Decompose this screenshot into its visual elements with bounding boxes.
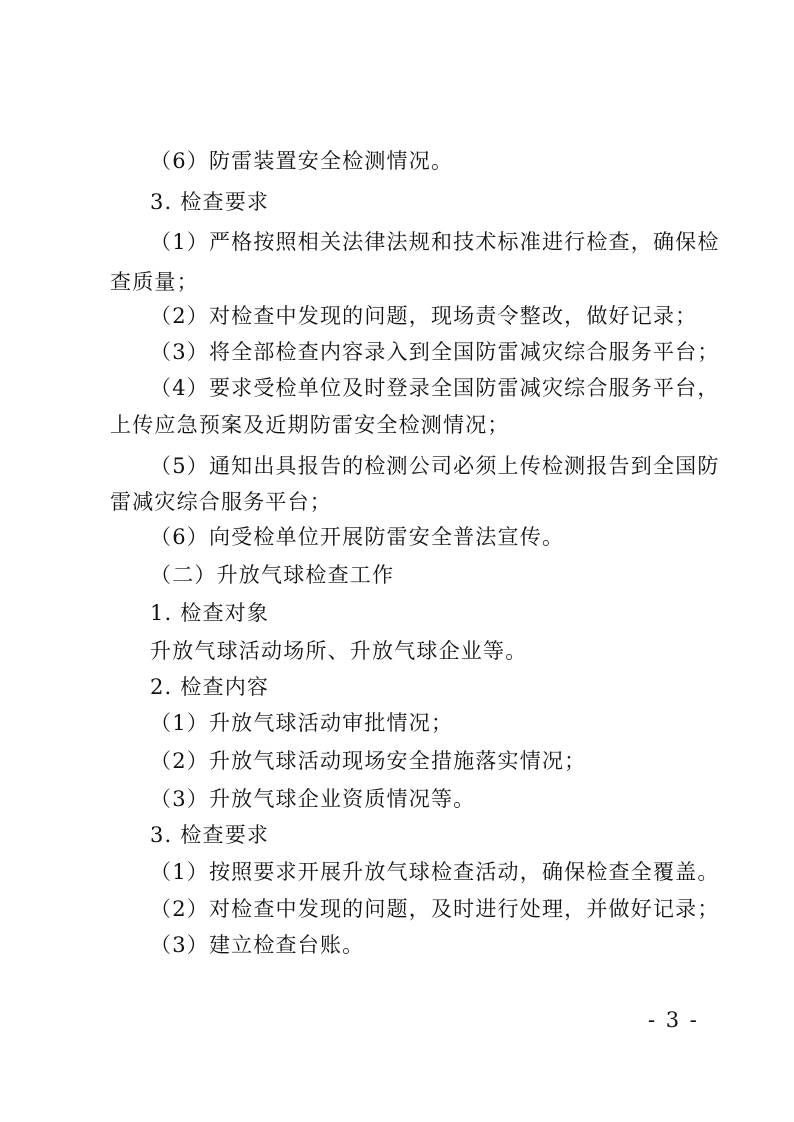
text-line: 查质量； <box>110 270 199 294</box>
text-line: （5）通知出具报告的检测公司必须上传检测报告到全国防 <box>150 454 720 478</box>
text-line: 雷减灾综合服务平台； <box>110 490 332 514</box>
text-line: （2）对检查中发现的问题，及时进行处理，并做好记录； <box>150 897 720 921</box>
text-line: （1）按照要求开展升放气球检查活动，确保检查全覆盖。 <box>150 860 720 884</box>
page-number: - 3 - <box>648 1008 699 1032</box>
text-line: （2）升放气球活动现场安全措施落实情况； <box>150 749 587 773</box>
section-heading: （二）升放气球检查工作 <box>150 563 395 587</box>
text-line: （1）升放气球活动审批情况； <box>150 711 454 735</box>
text-line: 升放气球活动场所、升放气球企业等。 <box>150 639 528 663</box>
text-line: （3）升放气球企业资质情况等。 <box>150 787 476 811</box>
text-line: （3）建立检查台账。 <box>150 933 365 957</box>
text-line: （6）向受检单位开展防雷安全普法宣传。 <box>150 525 565 549</box>
section-heading: 3. 检查要求 <box>150 190 270 214</box>
section-heading: 2. 检查内容 <box>150 675 270 699</box>
section-heading: 1. 检查对象 <box>150 601 270 625</box>
text-line: （1）严格按照相关法律法规和技术标准进行检查，确保检 <box>150 230 720 254</box>
text-line: （2）对检查中发现的问题，现场责令整改，做好记录； <box>150 304 698 328</box>
text-line: （6）防雷装置安全检测情况。 <box>150 149 454 173</box>
text-line: （3）将全部检查内容录入到全国防雷减灾综合服务平台； <box>150 340 720 364</box>
text-line: 上传应急预案及近期防雷安全检测情况； <box>110 413 510 437</box>
section-heading: 3. 检查要求 <box>150 823 270 847</box>
text-line: （4）要求受检单位及时登录全国防雷减灾综合服务平台， <box>150 376 720 400</box>
